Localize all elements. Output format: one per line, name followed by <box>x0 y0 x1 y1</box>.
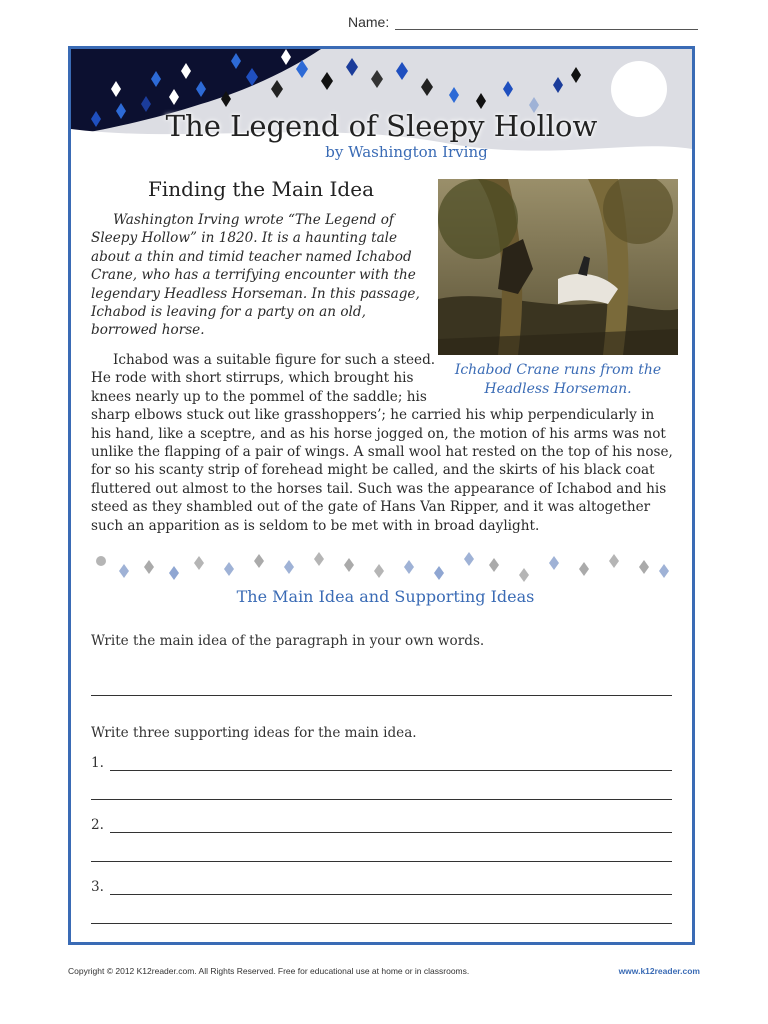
worksheet-frame <box>68 46 695 945</box>
section-title: Finding the Main Idea <box>147 177 374 201</box>
supporting-idea-line-1[interactable] <box>91 755 672 771</box>
supporting-idea-number-1: 1. <box>91 755 104 771</box>
image-caption: Ichabod Crane runs from the Headless Horseman. <box>454 362 662 397</box>
page-title: The Legend of Sleepy Hollow <box>165 109 598 143</box>
passage <box>91 351 675 535</box>
question-supporting-ideas: Write three supporting ideas for the main idea. <box>91 725 417 741</box>
float-spacer <box>437 351 675 405</box>
section-subtitle: The Main Idea and Supporting Ideas <box>236 587 535 606</box>
supporting-idea-line-3[interactable] <box>91 879 672 895</box>
intro-paragraph <box>91 211 423 340</box>
name-field[interactable] <box>348 14 698 30</box>
leaf-divider <box>89 549 674 589</box>
name-line[interactable] <box>395 15 698 30</box>
supporting-idea-line-3b[interactable] <box>91 923 672 924</box>
answer-line[interactable] <box>110 818 672 833</box>
supporting-idea-line-1b[interactable] <box>91 799 672 800</box>
copyright-notice: Copyright © 2012 K12reader.com. All Rights Reserved. Free for educational use at home or in classrooms. <box>68 966 470 976</box>
headless-horseman-painting <box>438 179 678 355</box>
supporting-idea-number-2: 2. <box>91 817 104 833</box>
answer-line[interactable] <box>110 880 672 895</box>
answer-line[interactable] <box>110 756 672 771</box>
supporting-idea-line-2[interactable] <box>91 817 672 833</box>
supporting-idea-number-3: 3. <box>91 879 104 895</box>
passage-text: Ichabod was a suitable figure for such a steed. He rode with short stirrups, which brought his knees nearly up to the pommel of the saddle; his sharp elbows stuck out like grasshoppers’; he carried his whip perpendicularly in his hand, like a sceptre, and as his horse jogged on, the motion of his arms was not unlike the flapping of a pair of wings. A small wool hat rested on the top of his nose, for so his scanty strip of forehead might be called, and the skirts of his black coat fluttered out almost to the horses tail. Such was the appearance of Ichabod and his steed as they shambled out of the gate of Hans Van Ripper, and it was altogether such an apparition as is seldom to be met with in broad daylight. <box>91 352 673 534</box>
question-main-idea: Write the main idea of the paragraph in your own words. <box>91 633 485 649</box>
intro-text: Washington Irving wrote “The Legend of Sleepy Hollow” in 1820. It is a haunting tale about a thin and timid teacher named Ichabod Crane, who has a terrifying encounter with the legendary Headless Horseman. In this passage, Ichabod is leaving for a party on an old, borrowed horse. <box>91 212 420 339</box>
supporting-idea-line-2b[interactable] <box>91 861 672 862</box>
byline: by Washington Irving <box>325 143 488 161</box>
main-idea-answer-line[interactable] <box>91 695 672 696</box>
site-link[interactable]: www.k12reader.com <box>618 966 700 976</box>
name-label: Name: <box>348 14 390 30</box>
